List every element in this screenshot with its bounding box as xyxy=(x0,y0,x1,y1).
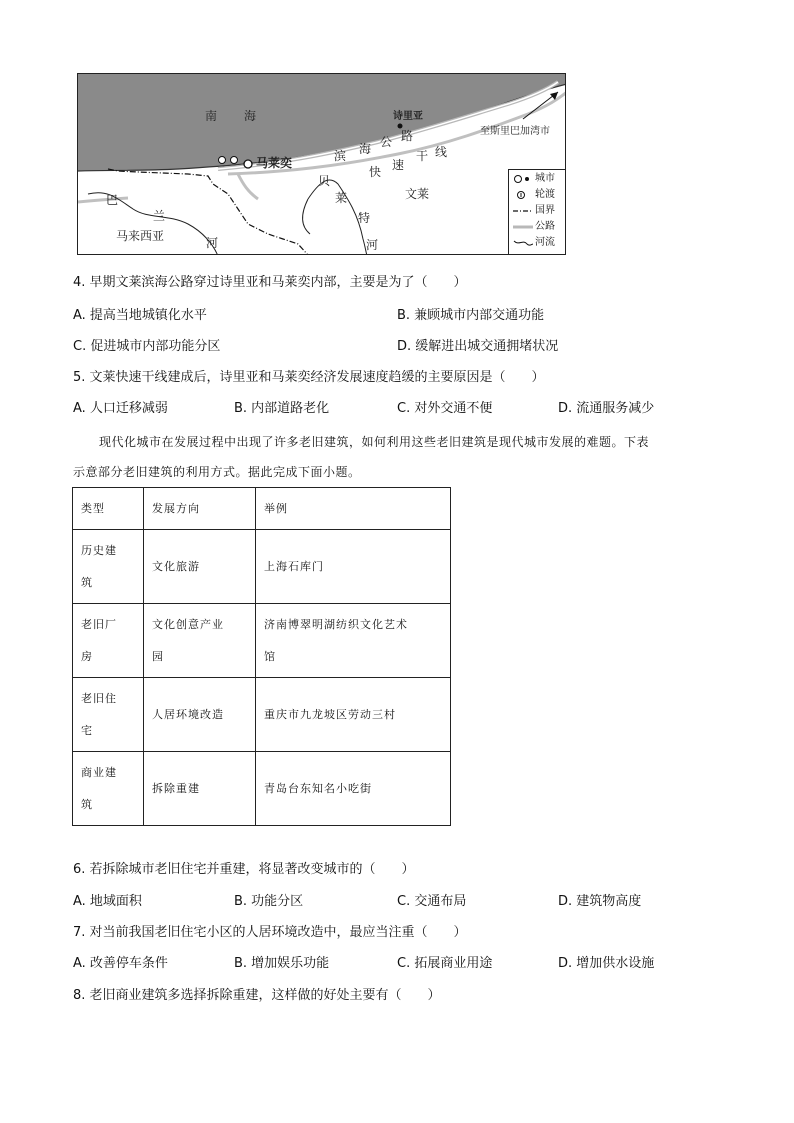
road-legend-icon xyxy=(513,220,533,234)
belait-char-3: 特 xyxy=(358,211,371,225)
legend-city-label: 城市 xyxy=(535,173,555,184)
ferry-marker-2 xyxy=(231,157,238,164)
question-8-stem: 8. 老旧商业建筑多选择拆除重建，这样做的好处主要有（ ） xyxy=(73,988,441,1003)
cell-line: 济南博翠明湖纺织文化艺术 xyxy=(264,617,408,631)
question-6-option-b[interactable]: B. 功能分区 xyxy=(234,894,304,909)
cell-line: 馆 xyxy=(264,649,276,663)
belait-char-1: 贝 xyxy=(318,174,331,188)
legend-road-label: 公路 xyxy=(535,221,555,232)
table-row xyxy=(73,678,451,752)
expressway-char-2: 速 xyxy=(392,158,405,172)
baram-char-3: 河 xyxy=(206,236,219,250)
south-sea-area xyxy=(78,74,566,171)
cell-line: 房 xyxy=(81,649,93,663)
belait-river-2 xyxy=(303,199,310,234)
south-sea-label-1: 南 xyxy=(205,109,218,123)
question-4-option-c[interactable]: C. 促进城市内部功能分区 xyxy=(73,339,221,354)
old-buildings-table xyxy=(72,487,451,826)
table-cell-example: 重庆市九龙坡区劳动三村 xyxy=(256,678,451,752)
question-5-option-c[interactable]: C. 对外交通不便 xyxy=(397,401,493,416)
question-7-option-c[interactable]: C. 拓展商业用途 xyxy=(397,956,493,971)
intro-paragraph-line-1: 现代化城市在发展过程中出现了许多老旧建筑，如何利用这些老旧建筑是现代城市发展的难题。下表 xyxy=(99,435,650,449)
table-cell-direction: 文化旅游 xyxy=(144,530,256,604)
table-cell-example: 青岛台东知名小吃街 xyxy=(256,752,451,826)
kuala-belait-city-marker xyxy=(244,160,252,168)
highway-char-3: 公 xyxy=(380,135,393,149)
to-kuala-label: 至斯里巴加湾市 xyxy=(480,126,550,137)
expressway-char-3: 干 xyxy=(416,149,429,163)
highway-char-2: 海 xyxy=(359,142,372,156)
table-cell-direction: 人居环境改造 xyxy=(144,678,256,752)
question-7-stem: 7. 对当前我国老旧住宅小区的人居环境改造中，最应当注重（ ） xyxy=(73,925,467,940)
ferry-legend-icon xyxy=(513,188,533,202)
cell-line: 筑 xyxy=(81,797,93,811)
belait-char-4: 河 xyxy=(366,238,379,252)
map-legend xyxy=(508,169,566,255)
question-7-option-b[interactable]: B. 增加娱乐功能 xyxy=(234,956,330,971)
cell-line: 老旧厂 xyxy=(81,617,117,631)
question-6-option-d[interactable]: D. 建筑物高度 xyxy=(558,894,642,909)
city-legend-icon xyxy=(513,172,533,186)
table-cell-type xyxy=(73,678,144,752)
cell-line: 文化创意产业 xyxy=(152,617,224,631)
cell-line: 园 xyxy=(152,649,164,663)
expressway-char-1: 快 xyxy=(369,165,382,179)
legend-ferry-label: 轮渡 xyxy=(535,189,555,200)
brunei-label: 文莱 xyxy=(405,187,430,201)
kuala-belait-label: 马莱奕 xyxy=(256,156,293,170)
question-5-option-b[interactable]: B. 内部道路老化 xyxy=(234,401,330,416)
question-4-option-a[interactable]: A. 提高当地城镇化水平 xyxy=(73,308,207,323)
seria-city-marker xyxy=(398,124,403,129)
inland-road xyxy=(238,174,258,199)
table-cell-type xyxy=(73,604,144,678)
malaysia-label: 马来西亚 xyxy=(116,229,165,243)
baram-char-1: 巴 xyxy=(106,193,119,207)
highway-char-1: 滨 xyxy=(334,149,347,163)
south-sea-label-2: 海 xyxy=(244,109,257,123)
table-cell-direction xyxy=(144,604,256,678)
river-legend-icon xyxy=(513,236,533,250)
question-5-option-a[interactable]: A. 人口迁移减弱 xyxy=(73,401,168,416)
question-7-option-a[interactable]: A. 改善停车条件 xyxy=(73,956,168,971)
table-cell-example: 上海石库门 xyxy=(256,530,451,604)
question-4-stem: 4. 早期文莱滨海公路穿过诗里亚和马莱奕内部，主要是为了（ ） xyxy=(73,275,467,290)
question-7-option-d[interactable]: D. 增加供水设施 xyxy=(558,956,655,971)
cell-line: 筑 xyxy=(81,575,93,589)
table-header-direction: 发展方向 xyxy=(144,488,256,530)
highway-char-4: 路 xyxy=(401,129,414,143)
border-legend-icon xyxy=(513,204,533,218)
belait-char-2: 莱 xyxy=(335,191,348,205)
table-row xyxy=(73,604,451,678)
question-4-option-d[interactable]: D. 缓解进出城交通拥堵状况 xyxy=(397,339,559,354)
cell-line: 老旧住 xyxy=(81,691,117,705)
brunei-map xyxy=(77,73,566,255)
table-row xyxy=(73,530,451,604)
legend-river-label: 河流 xyxy=(535,237,555,248)
expressway-char-4: 线 xyxy=(435,145,448,159)
question-6-option-a[interactable]: A. 地域面积 xyxy=(73,894,142,909)
question-6-stem: 6. 若拆除城市老旧住宅并重建，将显著改变城市的（ ） xyxy=(73,862,415,877)
legend-border-label: 国界 xyxy=(535,205,555,216)
question-5-stem: 5. 文莱快速干线建成后，诗里亚和马莱奕经济发展速度趋缓的主要原因是（ ） xyxy=(73,370,545,385)
cell-line: 商业建 xyxy=(81,765,117,779)
table-cell-type xyxy=(73,752,144,826)
baram-char-2: 兰 xyxy=(153,209,166,223)
table-cell-example xyxy=(256,604,451,678)
seria-label: 诗里亚 xyxy=(393,111,423,122)
question-4-option-b[interactable]: B. 兼顾城市内部交通功能 xyxy=(397,308,545,323)
cell-line: 历史建 xyxy=(81,543,117,557)
question-6-option-c[interactable]: C. 交通布局 xyxy=(397,894,467,909)
table-row xyxy=(73,752,451,826)
intro-paragraph-line-2: 示意部分老旧建筑的利用方式。据此完成下面小题。 xyxy=(73,465,361,479)
map-drawing xyxy=(78,74,566,255)
table-header-example: 举例 xyxy=(256,488,451,530)
table-cell-direction: 拆除重建 xyxy=(144,752,256,826)
ferry-marker-1 xyxy=(219,157,226,164)
cell-line: 宅 xyxy=(81,723,93,737)
table-cell-type xyxy=(73,530,144,604)
table-header-type: 类型 xyxy=(73,488,144,530)
table-header-row xyxy=(73,488,451,530)
question-5-option-d[interactable]: D. 流通服务减少 xyxy=(558,401,655,416)
